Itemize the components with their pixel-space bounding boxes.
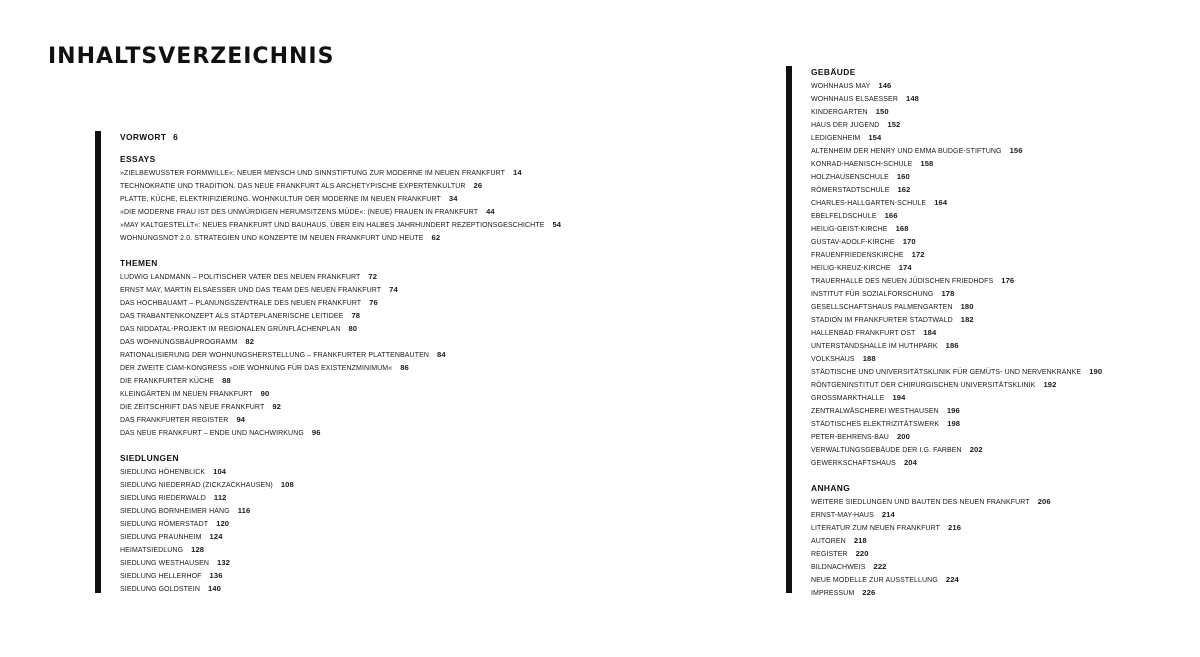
toc-entry[interactable]: [811, 547, 1191, 560]
toc-entry-label: KONRAD-HAENISCH-SCHULE: [811, 161, 913, 168]
toc-entry[interactable]: [811, 326, 1191, 339]
toc-entry-page: 78: [351, 311, 361, 320]
toc-entry-label: INSTITUT FÜR SOZIALFORSCHUNG: [811, 291, 934, 298]
toc-entry-label: WEITERE SIEDLUNGEN UND BAUTEN DES NEUEN FRANKFURT: [811, 499, 1030, 506]
toc-entry-label: STADION IM FRANKFURTER STADTWALD: [811, 317, 953, 324]
left-column: [120, 131, 720, 595]
toc-entry-page: 104: [213, 467, 227, 476]
toc-entry-label: WOHNUNGSNOT 2.0. STRATEGIEN UND KONZEPTE IM NEUEN FRANKFURT UND HEUTE: [120, 235, 424, 242]
toc-entry[interactable]: [811, 443, 1191, 456]
toc-entry-page: 200: [896, 432, 910, 441]
toc-entry-label: RÖNTGENINSTITUT DER CHIRURGISCHEN UNIVERSITÄTSKLINIK: [811, 382, 1036, 389]
toc-entry-page: 82: [245, 337, 255, 346]
toc-entry-label: HOLZHAUSENSCHULE: [811, 174, 889, 181]
toc-entry-label: SIEDLUNG BORNHEIMER HANG: [120, 508, 230, 515]
toc-entry-page: 136: [209, 571, 223, 580]
toc-entry-page: 188: [862, 354, 876, 363]
toc-entry-page: 184: [923, 328, 937, 337]
toc-entry[interactable]: [120, 530, 720, 543]
toc-entry-page: 152: [887, 120, 901, 129]
toc-entry-page: 226: [862, 588, 876, 597]
toc-entry-label: AUTOREN: [811, 538, 846, 545]
toc-entry[interactable]: [811, 183, 1191, 196]
toc-entry[interactable]: [811, 196, 1191, 209]
toc-entry[interactable]: [120, 296, 720, 309]
toc-entry[interactable]: [120, 582, 720, 595]
toc-entry[interactable]: [811, 170, 1191, 183]
toc-entry-label: DAS NIDDATAL-PROJEKT IM REGIONALEN GRÜNFLÄCHENPLAN: [120, 326, 341, 333]
toc-entry-label: DAS HOCHBAUAMT – PLANUNGSZENTRALE DES NEUEN FRANKFURT: [120, 300, 362, 307]
toc-entry-page: 14: [513, 168, 522, 177]
toc-entry[interactable]: [811, 573, 1191, 586]
toc-entry-page: 182: [960, 315, 974, 324]
toc-entry[interactable]: [811, 222, 1191, 235]
toc-entry-label: UNTERSTANDSHALLE IM HUTHPARK: [811, 343, 938, 350]
left-column-bar: [95, 131, 101, 593]
toc-entry-page: 128: [191, 545, 205, 554]
toc-entry-page: 216: [948, 523, 962, 532]
toc-entry-label: DAS WOHNUNGSBAUPROGRAMM: [120, 339, 238, 346]
toc-entry-page: 164: [934, 198, 948, 207]
toc-entry-page: 84: [437, 350, 446, 359]
toc-entry-label: SIEDLUNG RÖMERSTADT: [120, 521, 209, 528]
toc-entry-page: 94: [236, 415, 246, 424]
toc-entry[interactable]: [811, 586, 1191, 599]
toc-entry-label: LEDIGENHEIM: [811, 135, 861, 142]
toc-entry-page: 124: [209, 532, 223, 541]
toc-entry[interactable]: [120, 231, 720, 244]
toc-entry-page: 220: [855, 549, 869, 558]
toc-entry[interactable]: [120, 504, 720, 517]
toc-entry[interactable]: [120, 218, 720, 231]
right-column-bar: [786, 66, 792, 593]
toc-entry-label: ALTENHEIM DER HENRY UND EMMA BUDGE-STIFTUNG: [811, 148, 1002, 155]
toc-entry-page: 132: [217, 558, 231, 567]
toc-entry-page: 198: [947, 419, 961, 428]
toc-entry-label: DAS NEUE FRANKFURT – ENDE UND NACHWIRKUNG: [120, 430, 304, 437]
toc-entry-label: RATIONALISIERUNG DER WOHNUNGSHERSTELLUNG – FRANKFURTER PLATTENBAUTEN: [120, 352, 430, 359]
toc-entry-label: SIEDLUNG WESTHAUSEN: [120, 560, 210, 567]
toc-entry[interactable]: [120, 348, 720, 361]
toc-entry-page: 174: [898, 263, 912, 272]
toc-entry-page: 146: [878, 81, 892, 90]
toc-entry-page: 96: [311, 428, 321, 437]
section-essays: [120, 153, 720, 244]
toc-entry-label: KLEINGÄRTEN IM NEUEN FRANKFURT: [120, 391, 253, 398]
toc-entry-label: BILDNACHWEIS: [811, 564, 866, 571]
toc-entry[interactable]: [120, 166, 720, 179]
toc-entry-label: WOHNHAUS ELSAESSER: [811, 96, 898, 103]
toc-entry-page: 34: [448, 194, 458, 203]
toc-entry-label: ERNST-MAY-HAUS: [811, 512, 874, 519]
toc-entry-page: 206: [1037, 497, 1051, 506]
toc-entry-label: STÄDTISCHE UND UNIVERSITÄTSKLINIK FÜR GEMÜTS- UND NERVENKRANKE: [811, 369, 1082, 376]
toc-entry-page: 156: [1009, 146, 1023, 155]
toc-entry-label: PLATTE, KÜCHE, ELEKTRIFIZIERUNG. WOHNKULTUR DER MODERNE IM NEUEN FRANKFURT: [120, 196, 441, 203]
toc-entry[interactable]: [811, 209, 1191, 222]
toc-entry-label: HEILIG-KREUZ-KIRCHE: [811, 265, 891, 272]
toc-entry[interactable]: [120, 543, 720, 556]
toc-entry[interactable]: [120, 387, 720, 400]
toc-entry[interactable]: [120, 517, 720, 530]
toc-entry-page: 62: [431, 233, 441, 242]
toc-entry-page: 88: [222, 376, 231, 385]
toc-entry[interactable]: [120, 569, 720, 582]
toc-entry-page: 186: [945, 341, 959, 350]
toc-entry[interactable]: [811, 144, 1191, 157]
toc-entry-page: 54: [552, 220, 562, 229]
toc-entry-page: 196: [946, 406, 960, 415]
toc-entry[interactable]: [811, 521, 1191, 534]
section-title-themen: THEMEN: [120, 258, 158, 268]
right-column: [811, 66, 1191, 599]
page-title: INHALTSVERZEICHNIS: [48, 44, 335, 69]
toc-entry[interactable]: [120, 192, 720, 205]
toc-entry[interactable]: [811, 92, 1191, 105]
toc-entry-page: 194: [892, 393, 906, 402]
toc-entry-label: DAS FRANKFURTER REGISTER: [120, 417, 229, 424]
toc-entry-page: 190: [1089, 367, 1103, 376]
toc-entry-label: HEIMATSIEDLUNG: [120, 547, 184, 554]
toc-entry[interactable]: [120, 374, 720, 387]
toc-entry[interactable]: [811, 339, 1191, 352]
toc-entry-label: GUSTAV-ADOLF-KIRCHE: [811, 239, 895, 246]
toc-entry-label: IMPRESSUM: [811, 590, 855, 597]
toc-entry[interactable]: [811, 391, 1191, 404]
toc-entry[interactable]: [811, 248, 1191, 261]
toc-entry-page: 148: [906, 94, 919, 103]
vorwort-label: VORWORT: [120, 132, 167, 142]
toc-entry[interactable]: [120, 205, 720, 218]
toc-entry[interactable]: [811, 131, 1191, 144]
toc-entry-page: 74: [389, 285, 398, 294]
toc-entry-label: WOHNHAUS MAY: [811, 83, 871, 90]
toc-entry-label: CHARLES-HALLGARTEN-SCHULE: [811, 200, 927, 207]
toc-entry-page: 166: [884, 211, 898, 220]
toc-entry-page: 90: [260, 389, 270, 398]
toc-entry[interactable]: [811, 274, 1191, 287]
toc-entry[interactable]: [811, 508, 1191, 521]
toc-entry-page: 76: [369, 298, 378, 307]
toc-entry-label: SIEDLUNG HELLERHOF: [120, 573, 202, 580]
toc-entry-label: EBELFELDSCHULE: [811, 213, 877, 220]
toc-entry-page: 44: [486, 207, 495, 216]
toc-entry-label: HALLENBAD FRANKFURT OST: [811, 330, 916, 337]
toc-entry[interactable]: [811, 118, 1191, 131]
toc-entry-page: 168: [895, 224, 909, 233]
toc-entry-label: »MAY KALTGESTELLT«: NEUES FRANKFURT UND BAUHAUS. ÜBER EIN HALBES JAHRHUNDERT REZEPTIONSGESCHICHTE: [120, 222, 545, 229]
toc-entry-label: DIE FRANKFURTER KÜCHE: [120, 378, 215, 385]
section-title-essays: ESSAYS: [120, 154, 156, 164]
toc-entry-page: 92: [272, 402, 281, 411]
toc-entry-label: VOLKSHAUS: [811, 356, 855, 363]
toc-entry-page: 140: [207, 584, 221, 593]
toc-entry-page: 112: [213, 493, 227, 502]
toc-entry-label: RÖMERSTADTSCHULE: [811, 187, 890, 194]
toc-entry-page: 170: [902, 237, 916, 246]
toc-entry-label: GROSSMARKTHALLE: [811, 395, 885, 402]
toc-entry-page: 214: [881, 510, 895, 519]
toc-entry-label: STÄDTISCHES ELEKTRIZITÄTSWERK: [811, 421, 940, 428]
section-title-anhang: ANHANG: [811, 483, 851, 493]
toc-entry-label: SIEDLUNG PRAUNHEIM: [120, 534, 202, 541]
toc-entry-page: 160: [896, 172, 910, 181]
toc-entry-page: 204: [903, 458, 917, 467]
toc-entry[interactable]: [120, 426, 720, 439]
toc-entry[interactable]: [120, 465, 720, 478]
toc-entry-label: DIE ZEITSCHRIFT DAS NEUE FRANKFURT: [120, 404, 265, 411]
toc-entry[interactable]: [811, 313, 1191, 326]
toc-entry-page: 86: [400, 363, 409, 372]
toc-entry-page: 72: [368, 272, 378, 281]
toc-entry-label: »DIE MODERNE FRAU IST DES UNWÜRDIGEN HERUMSITZENS MÜDE«: (NEUE) FRAUEN IN FRANKFURT: [120, 209, 479, 216]
toc-entry[interactable]: [120, 335, 720, 348]
toc-entry-page: 154: [868, 133, 882, 142]
toc-entry-label: HEILIG-GEIST-KIRCHE: [811, 226, 888, 233]
toc-entry-page: 80: [348, 324, 358, 333]
toc-entry-label: ERNST MAY, MARTIN ELSAESSER UND DAS TEAM DES NEUEN FRANKFURT: [120, 287, 382, 294]
section-themen: [120, 257, 720, 439]
toc-entry[interactable]: [120, 413, 720, 426]
toc-entry[interactable]: [811, 352, 1191, 365]
toc-entry-label: GESELLSCHAFTSHAUS PALMENGARTEN: [811, 304, 953, 311]
toc-entry-label: NEUE MODELLE ZUR AUSSTELLUNG: [811, 577, 938, 584]
toc-entry[interactable]: [811, 105, 1191, 118]
toc-entry-page: 218: [853, 536, 867, 545]
toc-entry[interactable]: [811, 534, 1191, 547]
toc-entry-label: KINDERGARTEN: [811, 109, 868, 116]
toc-entry[interactable]: [811, 157, 1191, 170]
toc-entry-page: 162: [897, 185, 911, 194]
toc-entry-label: GEWERKSCHAFTSHAUS: [811, 460, 896, 467]
section-siedlungen: [120, 452, 720, 595]
toc-entry[interactable]: [120, 400, 720, 413]
toc-entry-page: 202: [969, 445, 983, 454]
toc-entry[interactable]: [811, 456, 1191, 469]
toc-entry[interactable]: [811, 79, 1191, 92]
toc-entry-page: 26: [473, 181, 483, 190]
toc-entry[interactable]: [120, 270, 720, 283]
toc-entry[interactable]: [120, 361, 720, 374]
section-title-siedlungen: SIEDLUNGEN: [120, 453, 179, 463]
toc-entry-page: 120: [216, 519, 230, 528]
toc-entry-label: HAUS DER JUGEND: [811, 122, 880, 129]
toc-entry-label: TECHNOKRATIE UND TRADITION. DAS NEUE FRANKFURT ALS ARCHETYPISCHE EXPERTENKULTUR: [120, 183, 466, 190]
toc-entry-label: SIEDLUNG RIEDERWALD: [120, 495, 206, 502]
toc-entry-label: VERWALTUNGSGEBÄUDE DER I.G. FARBEN: [811, 447, 962, 454]
toc-entry[interactable]: [811, 235, 1191, 248]
toc-entry-label: SIEDLUNG GOLDSTEIN: [120, 586, 200, 593]
toc-entry[interactable]: [811, 417, 1191, 430]
toc-entry[interactable]: [120, 478, 720, 491]
toc-entry[interactable]: [811, 495, 1191, 508]
toc-entry-page: 150: [875, 107, 889, 116]
toc-entry-label: PETER-BEHRENS-BAU: [811, 434, 889, 441]
toc-entry[interactable]: [811, 430, 1191, 443]
section-gebaeude: [811, 66, 1191, 469]
toc-entry-page: 180: [960, 302, 974, 311]
toc-entry-page: 158: [920, 159, 934, 168]
toc-entry[interactable]: [120, 179, 720, 192]
toc-entry-page: 224: [945, 575, 959, 584]
toc-entry-page: 176: [1001, 276, 1015, 285]
toc-entry-label: TRAUERHALLE DES NEUEN JÜDISCHEN FRIEDHOFS: [811, 278, 994, 285]
toc-entry[interactable]: [811, 287, 1191, 300]
toc-entry[interactable]: [811, 404, 1191, 417]
toc-entry[interactable]: [811, 560, 1191, 573]
toc-entry-label: LUDWIG LANDMANN – POLITISCHER VATER DES NEUEN FRANKFURT: [120, 274, 361, 281]
toc-entry-page: 178: [941, 289, 955, 298]
toc-entry-page: 172: [911, 250, 925, 259]
toc-entry-label: DER ZWEITE CIAM-KONGRESS »DIE WOHNUNG FÜR DAS EXISTENZMINIMUM«: [120, 365, 393, 372]
toc-entry[interactable]: [120, 309, 720, 322]
toc-entry-page: 116: [237, 506, 251, 515]
toc-entry-label: FRAUENFRIEDENSKIRCHE: [811, 252, 904, 259]
toc-entry-label: DAS TRABANTENKONZEPT ALS STÄDTEPLANERISCHE LEITIDEE: [120, 313, 344, 320]
toc-entry[interactable]: [120, 283, 720, 296]
toc-entry-label: SIEDLUNG NIEDERRAD (ZICKZACKHAUSEN): [120, 482, 273, 489]
toc-entry-label: LITERATUR ZUM NEUEN FRANKFURT: [811, 525, 941, 532]
vorwort-page: 6: [173, 132, 179, 142]
toc-entry[interactable]: [120, 322, 720, 335]
toc-entry-page: 108: [280, 480, 294, 489]
toc-entry[interactable]: [811, 261, 1191, 274]
toc-entry[interactable]: [120, 556, 720, 569]
toc-entry-label: SIEDLUNG HÖHENBLICK: [120, 469, 206, 476]
toc-entry-label: REGISTER: [811, 551, 848, 558]
toc-entry[interactable]: [120, 491, 720, 504]
toc-entry-label: ZENTRALWÄSCHEREI WESTHAUSEN: [811, 408, 939, 415]
toc-entry-page: 192: [1043, 380, 1057, 389]
toc-entry[interactable]: [811, 378, 1191, 391]
toc-entry-label: »ZIELBEWUSSTER FORMWILLE«: NEUER MENSCH UND SINNSTIFTUNG ZUR MODERNE IM NEUEN FRANKFURT: [120, 170, 506, 177]
section-anhang: [811, 482, 1191, 599]
section-title-gebaeude: GEBÄUDE: [811, 67, 856, 77]
toc-entry[interactable]: [811, 365, 1191, 378]
toc-entry[interactable]: [811, 300, 1191, 313]
toc-entry-page: 222: [873, 562, 887, 571]
vorwort-entry[interactable]: [120, 131, 720, 144]
